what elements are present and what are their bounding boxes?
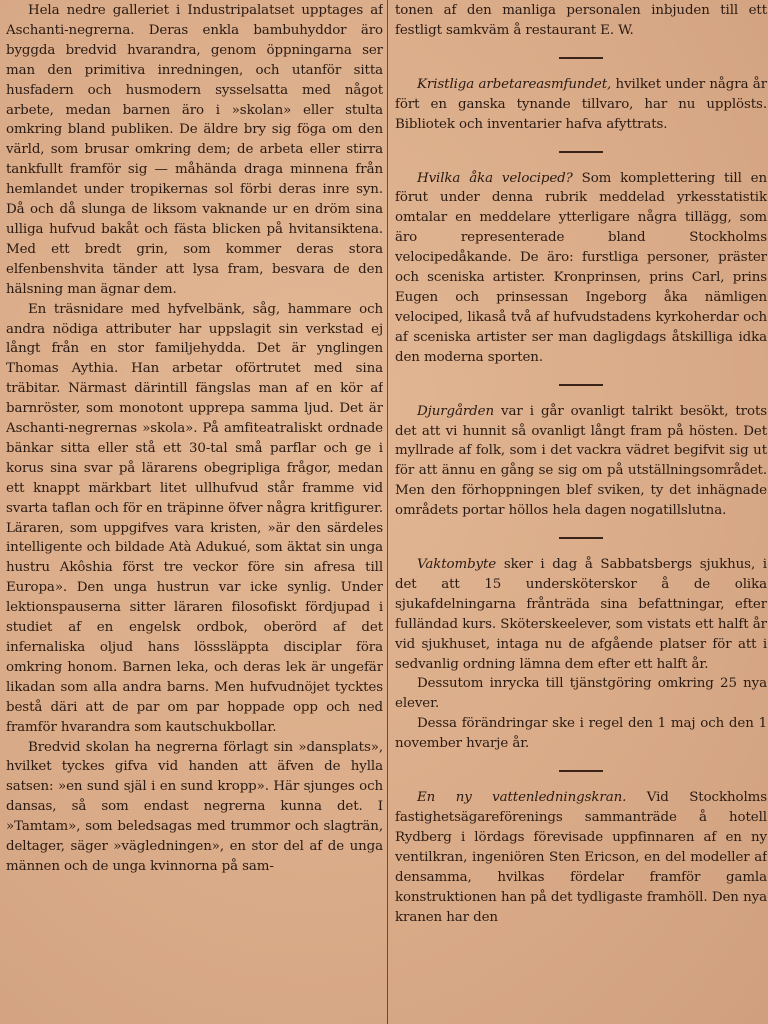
article-paragraph-ashanti-gallery: Hela nedre galleriet i Industripalatset upptages af Aschanti-negrerna. Deras enkla bambuhyddor äro byggda bredvid hvarandra, genom öppningarna ser man den primitiva inredningen, och utanför sitta husfadern och husmodern sysselsatta med något arbete, medan barnen äro i »skolan» eller stulta omkring bland publiken. De äldre bry sig föga om den värld, som brusar omkring dem; de arbeta eller stirra tankfullt framför sig — måhända draga minnena från hemlandet under tropikernas sol förbi deras inre syn. Då och då slunga de liksom vaknande ur en dröm sina ulliga hufvud bakåt och fästa blicken på hvitansiktena. Med ett bredt grin, som kommer deras stora elfenbenshvita tänder att lysa fram, besvara de den hälsning man ägnar dem. bbox=[6, 3, 383, 297]
news-item-text: hvilket under några år fört en ganska tynande tillvaro, har nu upplösts. Bibliotek och inventarier hafva afyttrats. bbox=[395, 76, 767, 132]
left-column bbox=[6, 1, 383, 1024]
news-item-shift-change bbox=[395, 555, 767, 674]
news-item-worker-society bbox=[395, 75, 767, 135]
right-column bbox=[395, 1, 767, 1024]
news-item-velocipede bbox=[395, 169, 767, 368]
column-divider bbox=[387, 0, 388, 1024]
news-item-text: sker i dag å Sabbatsbergs sjukhus, i det att 15 undersköterskor å de olika sjukafdelningarna frånträda sina befattningar, efter fulländad kurs. Sköterskeelever, som vistats ett halft år vid sjukhuset, intaga nu de afgående platser för att i sedvanlig ordning lämna dem efter ett halft år. bbox=[395, 557, 767, 672]
article-paragraph-school: En träsnidare med hyfvelbänk, såg, hammare och andra nödiga attributer har uppslagit sin verkstad ej långt från en stor familjehydda. Det är ynglingen Thomas Aythia. Han arbetar oförtrutet med sina träbitar. Närmast därintill fängslas man af en kör af barnröster, som monotont upprepa samma ljud. Det är Aschanti-negrernas »skola». På amfiteatraliskt ordnade bänkar sitta eller stå ett 30-tal små parflar och ge i korus sina svar på lärarens obegripliga frågor, medan ett knappt märkbart litet ullhufvud står framme vid svarta taflan och för en träpinne öfver några kritfigurer. Läraren, som uppgifves vara kristen, »är den särdeles intelligente och bildade Atà Adukué, som äktat sin unga hustru Akôshia först tre veckor före sin afresa till Europa». Den unga hustrun var icke synlig. Under lektionspauserna sitter läraren filosofiskt fördjupad i studiet af en engelsk ordbok, oberörd af det infernaliska oljud hans lösssläppta disciplar föra omkring honom. Barnen leka, och deras lek är ungefär likadan som alla andra barns. Men hufvudnöjet tycktes bestå däri att de par om par hoppade opp och ned framför hvarandra som kautschukbollar. bbox=[6, 301, 383, 735]
news-item-extra-paragraph: Dessutom inrycka till tjänstgöring omkring 25 nya elever. bbox=[395, 676, 767, 712]
section-separator bbox=[559, 57, 603, 59]
news-item-heading: Djurgården bbox=[417, 403, 494, 419]
news-item-text: Vid Stockholms fastighetsägareförenings sammanträde å hotell Rydberg i lördags förevisade uppfinnaren af en ny ventilkran, ingeniören Sten Ericson, en del modeller af densamma, hvilkas fördelar framför gamla konstruktionen han på det tydligaste framhöll. Den nya kranen har den bbox=[395, 790, 767, 925]
news-item-djurgarden bbox=[395, 402, 767, 521]
news-item-heading: Vaktombyte bbox=[417, 557, 497, 573]
section-separator bbox=[559, 537, 603, 539]
article-paragraph-dance: Bredvid skolan ha negrerna förlagt sin »dansplats», hvilket tyckes gifva vid handen att äfven de hylla satsen: »en sund själ i en sund kropp». Här sjunges och dansas, så som endast negrerna kunna det. I »Tamtam», som beledsagas med trummor och slagträn, deltager, säger »vägledningen», en stor del af de unga männen och de unga kvinnorna på sam- bbox=[6, 739, 383, 874]
section-separator bbox=[559, 151, 603, 153]
section-separator bbox=[559, 384, 603, 386]
section-separator bbox=[559, 770, 603, 772]
news-item-text: var i går ovanligt talrikt besökt, trots det att vi hunnit så ovanligt långt fram på hösten. Det myllrade af folk, som i det vackra vädret begifvit sig ut för att ännu en gång se sig om på utställningsområdet. Men den förhoppningen blef sviken, ty det inhägnade områdets portar höllos hela dagen nogatillslutna. bbox=[395, 403, 767, 519]
article-continuation: tonen af den manliga personalen inbjuden till ett festligt samkväm å restaurant E. W. bbox=[395, 3, 767, 38]
news-item-extra-paragraph: Dessa förändringar ske i regel den 1 maj och den 1 november hvarje år. bbox=[395, 716, 767, 752]
news-item-heading: En ny vattenledningskran. bbox=[417, 790, 627, 806]
news-item-heading: Hvilka åka velociped? bbox=[417, 170, 573, 186]
news-item-text: Som komplettering till en förut under denna rubrik meddelad yrkesstatistik omtalar en meddelare ytterligare några tillägg, som äro representerade bland Stockholms velocipedåkande. De äro: furstliga personer, präster och sceniska artister. Kronprinsen, prins Carl, prins Eugen och prinsessan Ingeborg åka nämligen velociped, likaså två af hufvudstadens kyrkoherdar och af sceniska artister ser man dagligdags åtskilliga idka den moderna sporten. bbox=[395, 170, 767, 365]
news-item-heading: Kristliga arbetareasmfundet, bbox=[417, 76, 612, 92]
news-item-water-tap bbox=[395, 788, 767, 927]
